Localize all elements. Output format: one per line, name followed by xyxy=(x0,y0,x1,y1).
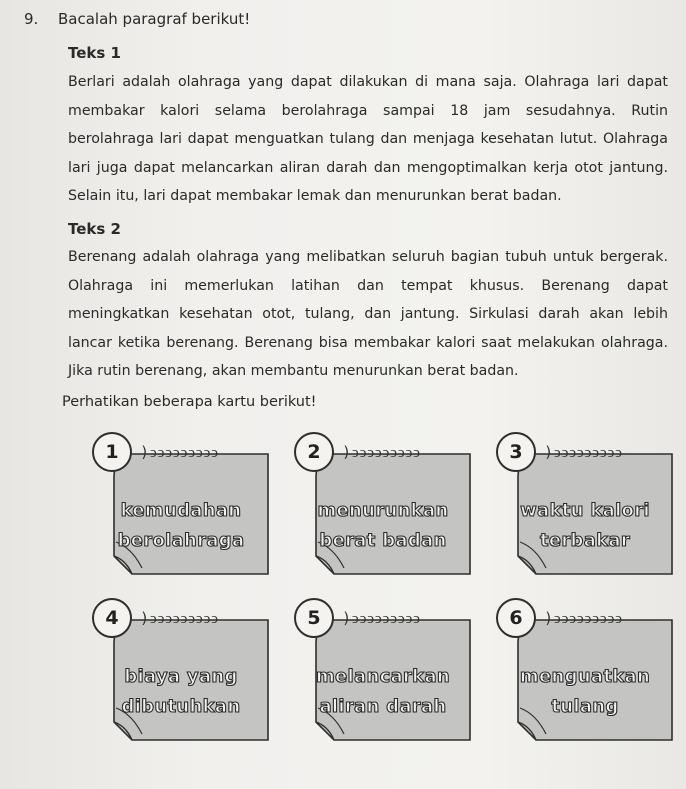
card-6 xyxy=(496,598,674,742)
card-label-line1: melancarkan xyxy=(315,666,451,687)
text-1-paragraph xyxy=(68,68,668,211)
question-number: 9. xyxy=(24,10,39,28)
spiral-binding-icon: )ↄↄↄↄↄↄↄↄↄ xyxy=(544,443,623,461)
card-label-line1: menguatkan xyxy=(519,666,651,687)
card-2 xyxy=(294,432,472,576)
card-number-badge: 4 xyxy=(92,598,132,638)
card-label xyxy=(308,496,458,556)
text-1-title: Teks 1 xyxy=(68,44,121,62)
card-number-badge: 1 xyxy=(92,432,132,472)
card-label-line2: terbakar xyxy=(539,530,631,551)
card-label xyxy=(510,662,660,722)
question-instruction: Bacalah paragraf berikut! xyxy=(58,10,251,28)
text-2-paragraph xyxy=(68,243,668,386)
card-label xyxy=(510,496,660,556)
card-number-badge: 6 xyxy=(496,598,536,638)
card-number-badge: 3 xyxy=(496,432,536,472)
card-label xyxy=(106,662,256,722)
card-label-line2: tulang xyxy=(551,696,619,717)
card-label-line2: berat badan xyxy=(319,530,447,551)
card-number-badge: 2 xyxy=(294,432,334,472)
spiral-binding-icon: )ↄↄↄↄↄↄↄↄↄ xyxy=(140,443,219,461)
text-1-body: Berlari adalah olahraga yang dapat dilakukan di mana saja. Olahraga lari dapat membakar kalori selama berolahraga sampai 18 jam sesudahnya. Rutin berolahraga lari dapat menguatkan tulang dan menjaga kesehatan lutut. Olahraga lari juga dapat melancarkan aliran darah dan mengoptimalkan kerja otot jantung. Selain itu, lari dapat membakar lemak dan menurunkan berat badan. xyxy=(68,74,668,205)
card-label xyxy=(308,662,458,722)
card-label xyxy=(106,496,256,556)
card-label-line1: kemudahan xyxy=(120,500,242,521)
card-3 xyxy=(496,432,674,576)
card-label-line1: biaya yang xyxy=(124,666,238,687)
card-number-badge: 5 xyxy=(294,598,334,638)
spiral-binding-icon: )ↄↄↄↄↄↄↄↄↄ xyxy=(342,609,421,627)
card-label-line2: berolahraga xyxy=(117,530,245,551)
spiral-binding-icon: )ↄↄↄↄↄↄↄↄↄ xyxy=(342,443,421,461)
card-4 xyxy=(92,598,270,742)
card-5 xyxy=(294,598,472,742)
card-label-line1: waktu kalori xyxy=(520,500,650,521)
card-label-line2: aliran darah xyxy=(319,696,447,717)
text-2-body: Berenang adalah olahraga yang melibatkan seluruh bagian tubuh untuk bergerak. Olahraga ini memerlukan latihan dan tempat khusus. Berenang dapat meningkatkan kesehatan otot, tulang, dan jantung. Sirkulasi darah akan lebih lancar ketika berenang. Berenang bisa membakar kalori saat melakukan olahraga. Jika rutin berenang, akan membantu menurunkan berat badan. xyxy=(68,249,668,380)
card-1 xyxy=(92,432,270,576)
spiral-binding-icon: )ↄↄↄↄↄↄↄↄↄ xyxy=(544,609,623,627)
card-label-line1: menurunkan xyxy=(317,500,449,521)
card-label-line2: dibutuhkan xyxy=(121,696,241,717)
text-2-title: Teks 2 xyxy=(68,220,121,238)
spiral-binding-icon: )ↄↄↄↄↄↄↄↄↄ xyxy=(140,609,219,627)
cards-prompt: Perhatikan beberapa kartu berikut! xyxy=(62,394,317,410)
question-header xyxy=(24,10,250,28)
